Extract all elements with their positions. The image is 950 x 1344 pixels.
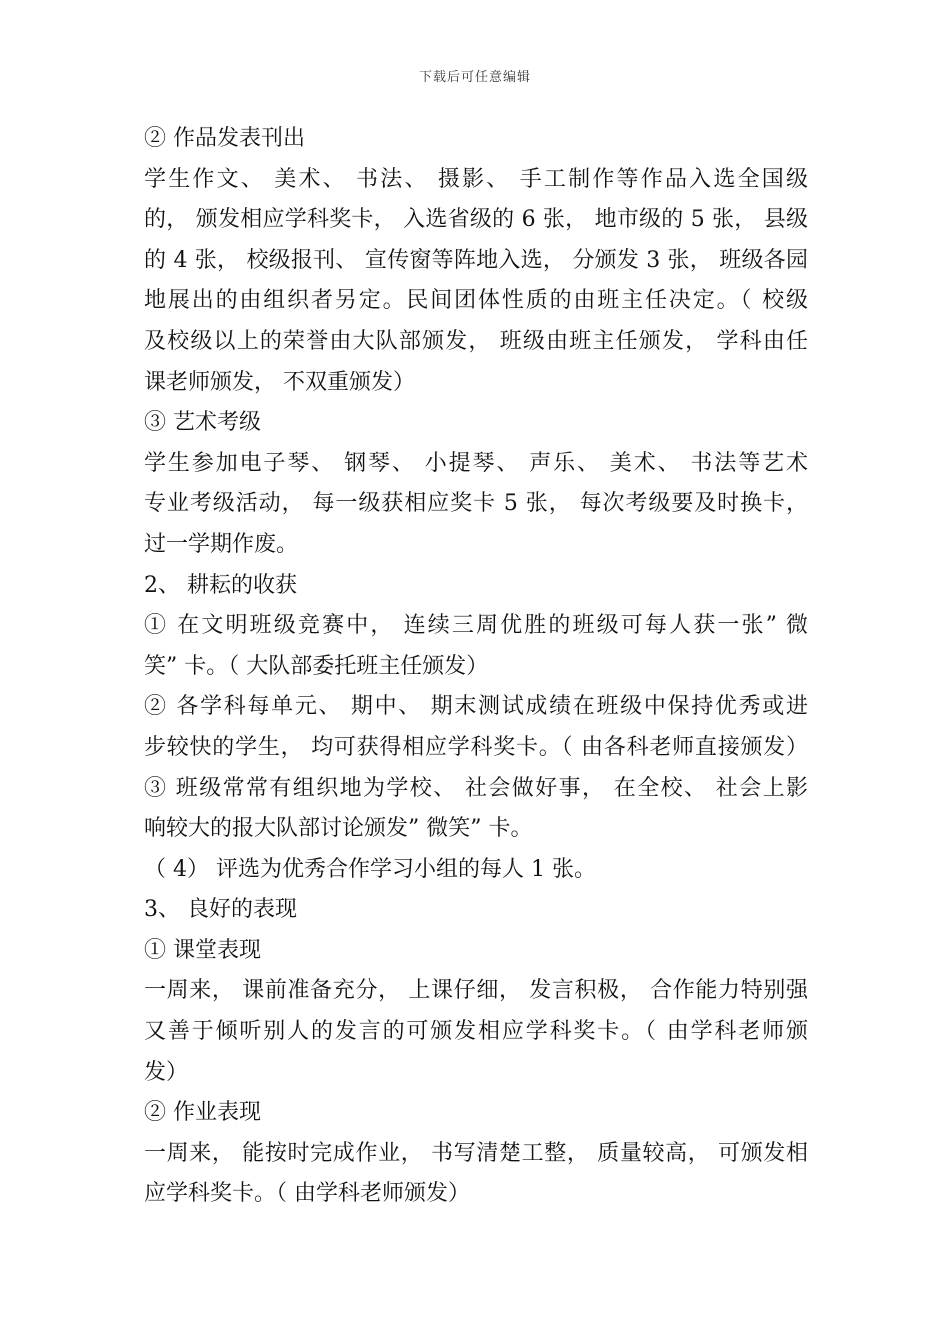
text-line: 一周来， 能按时完成作业， 书写清楚工整， 质量较高， 可颁发相 xyxy=(144,1140,808,1166)
text-line: 课老师颁发， 不双重颁发） xyxy=(144,369,415,395)
text-line: 学生参加电子琴、 钢琴、 小提琴、 声乐、 美术、 书法等艺术 xyxy=(144,450,808,476)
text-line: 一周来， 课前准备充分， 上课仔细， 发言积极， 合作能力特别强 xyxy=(144,978,808,1004)
text-line: ③ 艺术考级 xyxy=(144,410,261,436)
text-line: ② 各学科每单元、 期中、 期末测试成绩在班级中保持优秀或进 xyxy=(144,694,808,720)
text-line: 响较大的报大队部讨论颁发” 微笑” 卡。 xyxy=(144,816,533,842)
text-line: ② 作品发表刊出 xyxy=(144,126,305,151)
text-line: 专业考级活动， 每一级获相应奖卡 5 张， 每次考级要及时换卡， xyxy=(144,491,808,517)
text-line: 3、 良好的表现 xyxy=(144,897,297,923)
text-line: 应学科奖卡。（ 由学科老师颁发） xyxy=(144,1181,470,1207)
text-line: 过一学期作废。 xyxy=(144,531,299,557)
text-line: 的 4 张， 校级报刊、 宣传窗等阵地入选， 分颁发 3 张， 班级各园 xyxy=(144,247,808,273)
text-line: 笑” 卡。（ 大队部委托班主任颁发） xyxy=(144,653,489,679)
text-line: 又善于倾听别人的发言的可颁发相应学科奖卡。（ 由学科老师颁 xyxy=(144,1019,808,1045)
text-line: 发） xyxy=(144,1059,189,1085)
text-line: ③ 班级常常有组织地为学校、 社会做好事， 在全校、 社会上影 xyxy=(144,775,808,801)
text-line: （ 4） 评选为优秀合作学习小组的每人 1 张。 xyxy=(144,856,596,882)
text-line: 学生作文、 美术、 书法、 摄影、 手工制作等作品入选全国级 xyxy=(144,166,808,192)
text-line: 2、 耕耘的收获 xyxy=(144,572,297,598)
page-header: 下载后可任意编辑 xyxy=(418,70,531,85)
document-body xyxy=(144,119,808,1215)
text-line: ① 课堂表现 xyxy=(144,937,261,963)
text-line: ② 作业表现 xyxy=(144,1100,261,1126)
text-line: 的， 颁发相应学科奖卡， 入选省级的 6 张， 地市级的 5 张， 县级 xyxy=(144,207,808,233)
text-line: 地展出的由组织者另定。民间团体性质的由班主任决定。（ 校级 xyxy=(144,288,808,314)
text-line: 步较快的学生， 均可获得相应学科奖卡。（ 由各科老师直接颁发） xyxy=(144,734,808,760)
text-line: ① 在文明班级竞赛中， 连续三周优胜的班级可每人获一张” 微 xyxy=(144,613,808,639)
text-line: 及校级以上的荣誉由大队部颁发， 班级由班主任颁发， 学科由任 xyxy=(144,328,808,354)
